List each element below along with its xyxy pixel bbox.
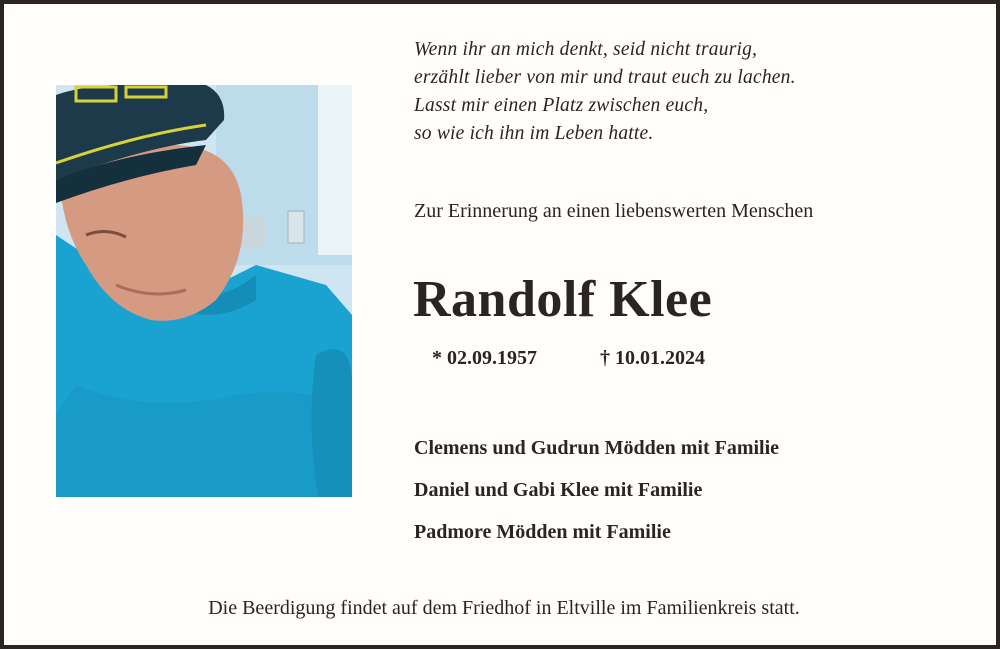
mourner-entry: Daniel und Gabi Klee mit Familie bbox=[414, 479, 703, 501]
poem-line: Wenn ihr an mich denkt, seid nicht traurig, bbox=[414, 39, 758, 60]
mourner-entry: Clemens und Gudrun Mödden mit Familie bbox=[414, 437, 780, 459]
poem-line: erzählt lieber von mir und traut euch zu lachen. bbox=[414, 67, 796, 88]
portrait-illustration bbox=[56, 85, 352, 497]
deceased-name: Randolf Klee bbox=[413, 271, 713, 328]
poem bbox=[414, 36, 796, 148]
funeral-notice: Die Beerdigung findet auf dem Friedhof in Eltville im Familienkreis statt. bbox=[208, 597, 800, 619]
mourners-list bbox=[414, 434, 779, 560]
mourner-entry: Padmore Mödden mit Familie bbox=[414, 521, 671, 543]
birth-date: * 02.09.1957 bbox=[432, 347, 537, 369]
death-date: † 10.01.2024 bbox=[600, 347, 705, 369]
portrait-photo bbox=[56, 85, 352, 497]
memory-line: Zur Erinnerung an einen liebenswerten Menschen bbox=[414, 200, 814, 222]
life-dates bbox=[432, 347, 705, 370]
poem-line: Lasst mir einen Platz zwischen euch, bbox=[414, 95, 709, 116]
poem-line: so wie ich ihn im Leben hatte. bbox=[414, 123, 654, 144]
